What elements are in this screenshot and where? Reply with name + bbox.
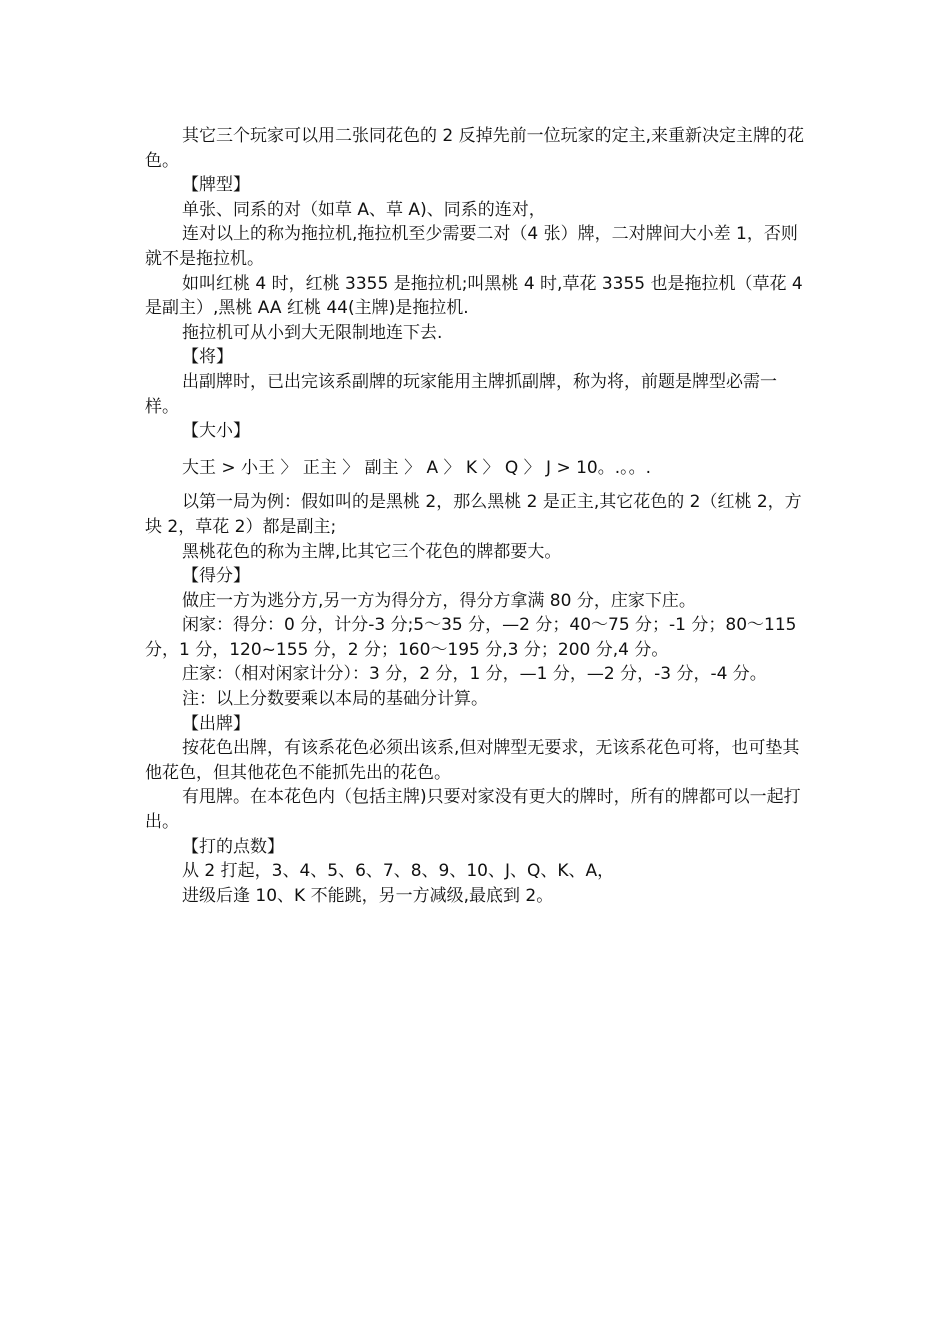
paragraph: 做庄一方为逃分方,另一方为得分方，得分方拿满 80 分，庄家下庄。 <box>182 590 696 611</box>
section-heading-trump: 【将】 <box>182 347 233 368</box>
paragraph: 庄家：（相对闲家计分）：3 分，2 分，1 分，—1 分，—2 分，-3 分，-4 分。 <box>182 664 767 685</box>
paragraph: 从 2 打起，3、4、5、6、7、8、9、10、J、Q、K、A， <box>182 861 615 882</box>
paragraph: 按花色出牌，有该系花色必须出该系,但对牌型无要求，无该系花色可将，也可垫其他花色，但其他花色不能抓先出的花色。 <box>145 738 800 783</box>
section-heading-card-types: 【牌型】 <box>182 175 250 196</box>
paragraph: 连对以上的称为拖拉机,拖拉机至少需要二对（4 张）牌，二对牌间大小差 1，否则就不是拖拉机。 <box>145 224 798 269</box>
paragraph: 进级后逢 10、K 不能跳，另一方减级,最底到 2。 <box>182 885 554 906</box>
section-heading-play: 【出牌】 <box>182 713 250 734</box>
paragraph: 如叫红桃 4 时，红桃 3355 是拖拉机;叫黑桃 4 时,草花 3355 也是拖拉机（草花 4 是副主）,黑桃 AA 红桃 44(主牌)是拖拉机. <box>145 273 809 319</box>
paragraph: 闲家：得分：0 分，计分-3 分;5～35 分，—2 分；40～75 分；-1 分；80～115 分，1 分，120~155 分，2 分；160～195 分,3 分；200 分,4 分。 <box>145 615 802 660</box>
paragraph: 以第一局为例：假如叫的是黑桃 2，那么黑桃 2 是正主,其它花色的 2（红桃 2，方块 2，草花 2）都是副主; <box>145 492 802 537</box>
paragraph: 单张、同系的对（如草 A、草 A)、同系的连对， <box>182 199 546 220</box>
document-body <box>145 124 809 908</box>
ranking-line: 大王 > 小王 〉 正主 〉 副主 〉 A 〉 K 〉 Q 〉 J > 10。.。。. <box>182 457 652 478</box>
section-heading-ranking: 【大小】 <box>182 421 250 442</box>
section-heading-scoring: 【得分】 <box>182 566 250 587</box>
paragraph: 出副牌时，已出完该系副牌的玩家能用主牌抓副牌，称为将，前题是牌型必需一样。 <box>145 371 777 417</box>
paragraph: 注：以上分数要乘以本局的基础分计算。 <box>182 689 488 710</box>
paragraph: 拖拉机可从小到大无限制地连下去. <box>182 322 443 343</box>
paragraph: 有甩牌。在本花色内（包括主牌)只要对家没有更大的牌时，所有的牌都可以一起打出。 <box>145 787 801 833</box>
paragraph: 黑桃花色的称为主牌,比其它三个花色的牌都要大。 <box>182 541 562 562</box>
section-heading-levels: 【打的点数】 <box>182 836 284 857</box>
paragraph: 其它三个玩家可以用二张同花色的 2 反掉先前一位玩家的定主,来重新决定主牌的花色。 <box>145 126 805 171</box>
